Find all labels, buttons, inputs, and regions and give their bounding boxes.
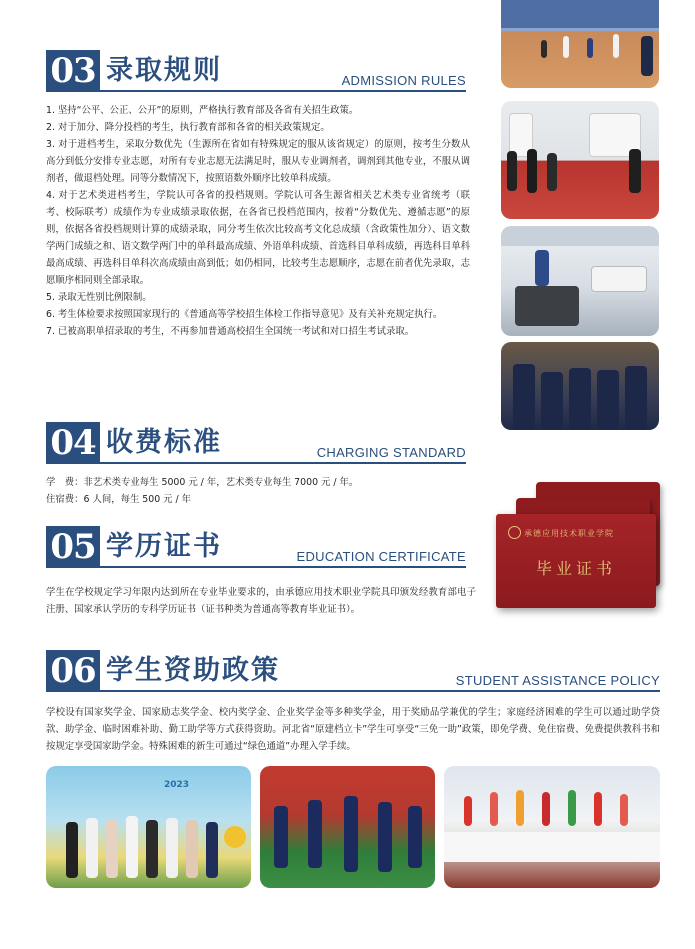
section-03-divider bbox=[100, 90, 466, 92]
lab-training-photo bbox=[501, 226, 659, 336]
school-emblem-icon bbox=[508, 526, 521, 539]
section-06-header bbox=[46, 648, 660, 692]
certificate-school-name: 承德应用技术职业学院 bbox=[524, 529, 614, 538]
section-title-en: EDUCATION CERTIFICATE bbox=[296, 549, 466, 564]
rule-item: 4. 对于艺术类进档考生，学院认可各省的投档规则。学院认可各生源省相关艺术类专业省统考（联考、校际联考）成绩作为专业成绩录取依据，在各省已投档范围内，按着“分数优先、遵循志愿”的原则，依据各省投档规则计算的成绩录取，同分考生依次比较高考文化总成绩（含政策性加分）、语文数学两门成绩之和、语文数学两门中的单科最高成绩、外语单科成绩、首选科目单科成绩，再选科目单科最高成绩、再选科目单科次高成绩由高到低；如仍相同，比较考生志愿顺序，志愿在前者优先录取，志愿顺序相同则全部录取。 bbox=[46, 190, 470, 286]
section-number-badge: 04 bbox=[46, 422, 100, 464]
section-04-divider bbox=[100, 462, 466, 464]
certificate-front bbox=[496, 514, 656, 608]
section-04-header bbox=[46, 420, 466, 464]
section-title-cn: 收费标准 bbox=[106, 427, 222, 458]
rule-item: 7. 已被高职单招录取的考生，不再参加普通高校招生全国统一考试和对口招生考试录取。 bbox=[46, 326, 415, 337]
section-title-en: STUDENT ASSISTANCE POLICY bbox=[455, 673, 660, 688]
student-assistance-text bbox=[46, 704, 660, 755]
section-06-divider bbox=[100, 690, 660, 692]
certificate-title: 毕业证书 bbox=[535, 559, 616, 578]
charging-standard-text bbox=[46, 474, 476, 508]
graduation-photo bbox=[46, 766, 251, 888]
section-title-cn: 录取规则 bbox=[106, 55, 222, 86]
exhibition-booth-photo bbox=[501, 101, 659, 219]
section-title-en: CHARGING STANDARD bbox=[316, 445, 466, 460]
section-title-cn: 学历证书 bbox=[106, 531, 222, 562]
rule-item: 6. 考生体检要求按照国家现行的《普通高等学校招生体检工作指导意见》及有关补充规定执行。 bbox=[46, 309, 443, 320]
rule-item: 5. 录取无性别比例限制。 bbox=[46, 292, 152, 303]
assistance-description: 学校设有国家奖学金、国家励志奖学金、校内奖学金、企业奖学金等多种奖学金，用于奖励品学兼优的学生；家庭经济困难的学生可以通过助学贷款、助学金、临时困难补助、勤工助学等方式获得资助。河北省“原建档立卡”学生可享受“三免一助”政策，即免学费、免住宿费、免费提供教科书和按规定享受国家助学金。特殊困难的新生可通过“绿色通道”办理入学手续。 bbox=[46, 707, 660, 752]
admission-rules-list bbox=[46, 102, 470, 340]
sports-parade-photo bbox=[444, 766, 660, 888]
section-number-badge: 05 bbox=[46, 526, 100, 568]
section-03-header bbox=[46, 48, 466, 92]
performance-photo bbox=[260, 766, 435, 888]
lodging-fee: 住宿费：6 人间，每生 500 元 / 年 bbox=[46, 494, 192, 505]
basketball-court-photo bbox=[501, 0, 659, 88]
section-number-badge: 03 bbox=[46, 50, 100, 92]
section-number-badge: 06 bbox=[46, 650, 100, 692]
education-certificate-text bbox=[46, 584, 476, 618]
tuition-fee: 学 费：非艺术类专业每生 5000 元 / 年，艺术类专业每生 7000 元 / 年。 bbox=[46, 477, 359, 488]
rule-item: 1. 坚持“公平、公正、公开”的原则，严格执行教育部及各省有关招生政策。 bbox=[46, 105, 359, 116]
section-05-header bbox=[46, 524, 466, 568]
section-05-divider bbox=[100, 566, 466, 568]
certificate-description: 学生在学校规定学习年限内达到所在专业毕业要求的，由承德应用技术职业学院具印颁发经教育部电子注册、国家承认学历的专科学历证书（证书种类为普通高等教育毕业证书）。 bbox=[46, 587, 476, 615]
section-title-en: ADMISSION RULES bbox=[341, 73, 466, 88]
students-uniform-photo bbox=[501, 342, 659, 430]
rule-item: 2. 对于加分、降分投档的考生，执行教育部和各省的相关政策规定。 bbox=[46, 122, 330, 133]
graduation-year-label: 2023 bbox=[164, 780, 190, 790]
rule-item: 3. 对于进档考生，采取分数优先（生源所在省如有特殊规定的服从该省规定）的原则，按考生分数从高分到低分安排专业志愿，对所有专业志愿无法满足时，服从专业调剂者，调剂到其他专业，不服从调剂者，做退档处理。同等分数情况下，按照语数外顺序比较单科成绩。 bbox=[46, 139, 470, 184]
section-title-cn: 学生资助政策 bbox=[106, 655, 280, 686]
